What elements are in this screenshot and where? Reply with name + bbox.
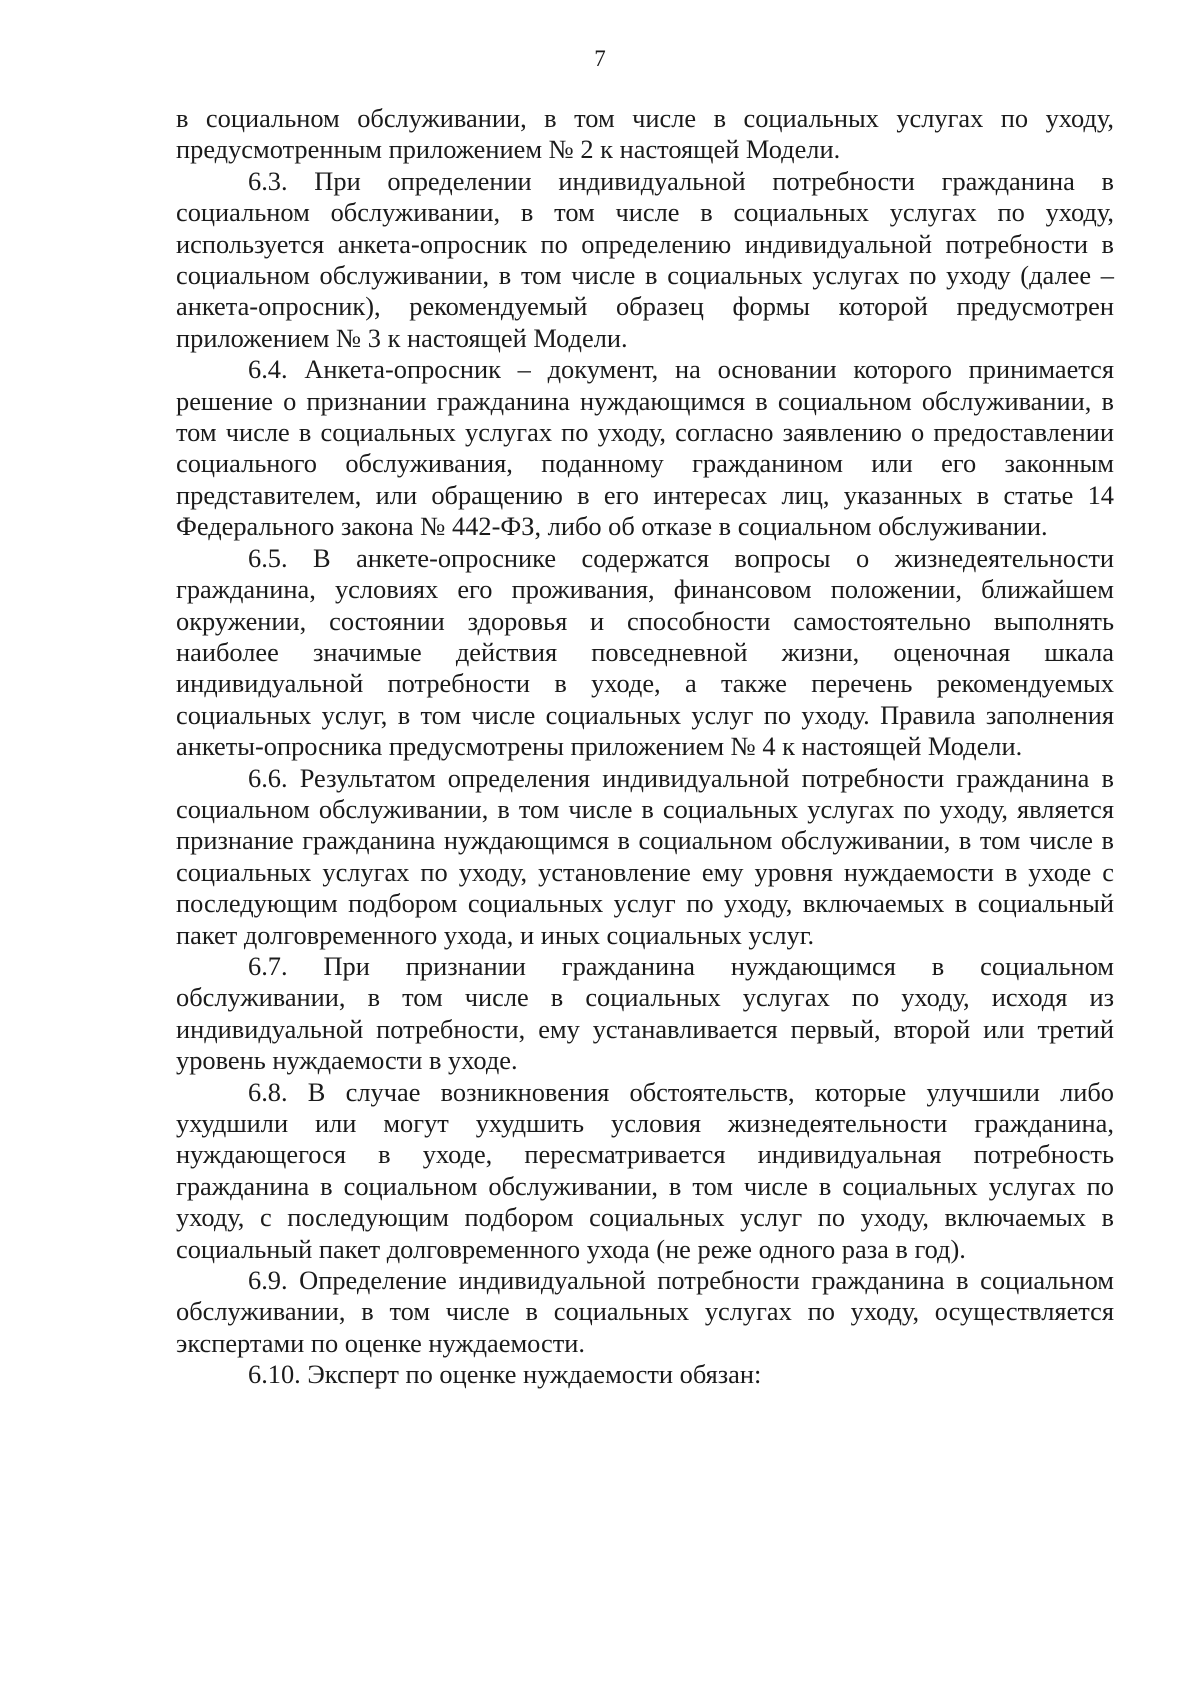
paragraph-6-5: 6.5. В анкете-опроснике содержатся вопросы о жизнедеятельности гражданина, условиях его проживания, финансовом положении, ближайшем окружении, состоянии здоровья и способности самостоятельно выполнять наиболее значимые действия повседневной жизни, оценочная шкала индивидуальной потребности в уходе, а также перечень рекомендуемых социальных услуг, в том числе социальных услуг по уходу. Правила заполнения анкеты-опросника предусмотрены приложением № 4 к настоящей Модели. [176,542,1114,762]
paragraph-6-10: 6.10. Эксперт по оценке нуждаемости обязан: [248,1359,762,1390]
paragraph-6-9: 6.9. Определение индивидуальной потребности гражданина в социальном обслуживании, в том числе в социальных услугах по уходу, осуществляется экспертами по оценке нуждаемости. [176,1265,1114,1358]
page-number: 7 [594,46,606,71]
paragraph-6-4: 6.4. Анкета-опросник – документ, на основании которого принимается решение о признании гражданина нуждающимся в социальном обслуживании, в том числе в социальных услугах по уходу, согласно заявлению о предоставлении социального обслуживания, поданному гражданином или его законным представителем, или обращению в его интересах лиц, указанных в статье 14 Федерального закона № 442-ФЗ, либо об отказе в социальном обслуживании. [176,354,1114,542]
paragraph-continuation: в социальном обслуживании, в том числе в социальных услугах по уходу, предусмотренным приложением № 2 к настоящей Модели. [176,103,1114,165]
paragraph-6-7: 6.7. При признании гражданина нуждающимся в социальном обслуживании, в том числе в социальных услугах по уходу, исходя из индивидуальной потребности, ему устанавливается первый, второй или третий уровень нуждаемости в уходе. [176,950,1114,1076]
document-body [176,103,1114,1391]
paragraph-6-8: 6.8. В случае возникновения обстоятельств, которые улучшили либо ухудшили или могут ухудшить условия жизнедеятельности гражданина, нуждающегося в уходе, пересматривается индивидуальная потребность гражданина в социальном обслуживании, в том числе в социальных услугах по уходу, с последующим подбором социальных услуг по уходу, включаемых в социальный пакет долговременного ухода (не реже одного раза в год). [176,1076,1114,1264]
paragraph-6-3: 6.3. При определении индивидуальной потребности гражданина в социальном обслуживании, в том числе в социальных услугах по уходу, используется анкета-опросник по определению индивидуальной потребности в социальном обслуживании, в том числе в социальных услугах по уходу (далее – анкета-опросник), рекомендуемый образец формы которой предусмотрен приложением № 3 к настоящей Модели. [176,165,1114,353]
paragraph-6-6: 6.6. Результатом определения индивидуальной потребности гражданина в социальном обслуживании, в том числе в социальных услугах по уходу, является признание гражданина нуждающимся в социальном обслуживании, в том числе в социальных услугах по уходу, установление ему уровня нуждаемости в уходе с последующим подбором социальных услуг по уходу, включаемых в социальный пакет долговременного ухода, и иных социальных услуг. [176,762,1114,950]
